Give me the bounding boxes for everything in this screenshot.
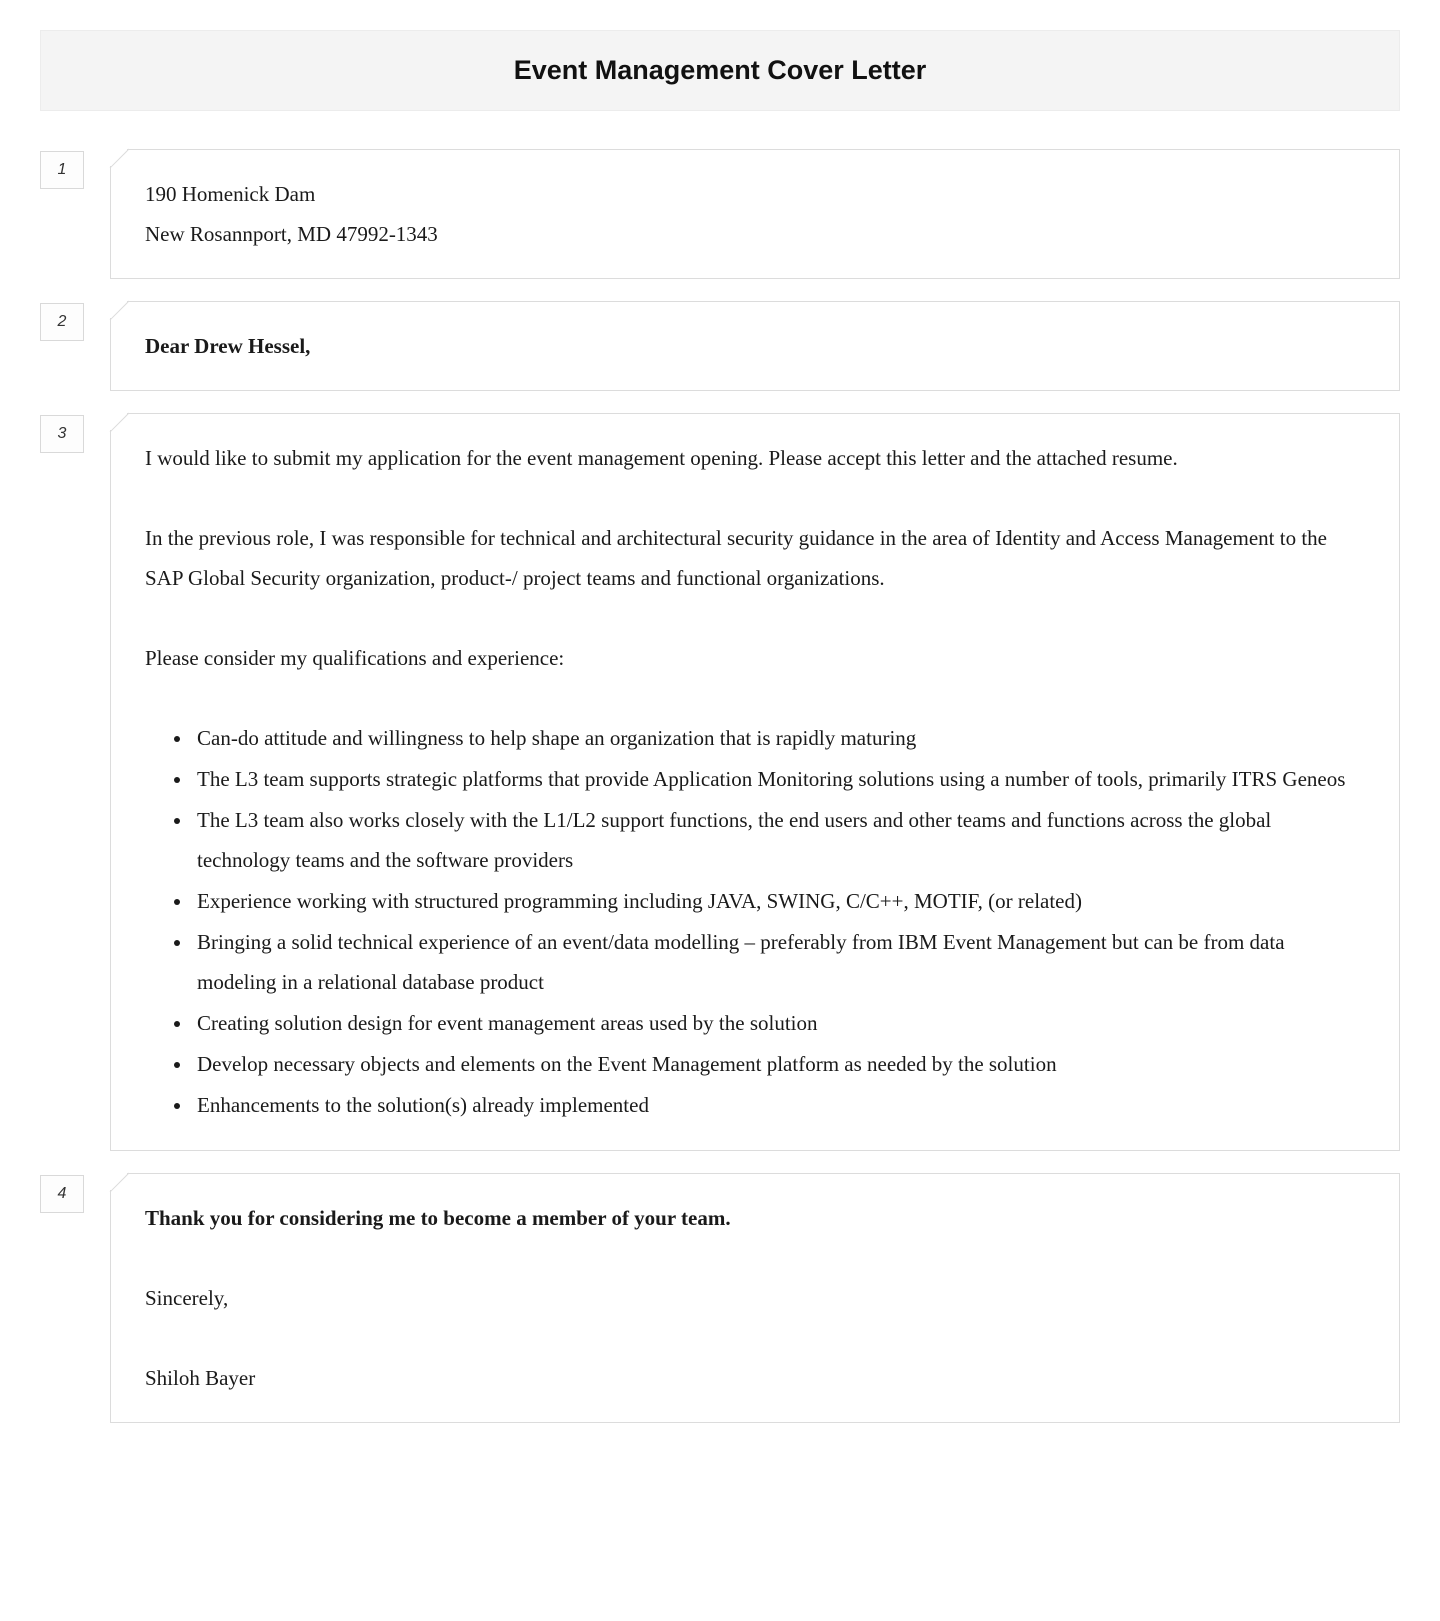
body-block bbox=[110, 413, 1400, 1151]
section-closing bbox=[40, 1173, 1400, 1423]
qualifications-list bbox=[145, 718, 1365, 1125]
salutation-text: Dear Drew Hessel, bbox=[145, 334, 311, 358]
section-number-badge: 4 bbox=[40, 1175, 84, 1213]
page-title: Event Management Cover Letter bbox=[513, 55, 927, 85]
qualification-item: • The L3 team supports strategic platforms that provide Application Monitoring solutions using a number of tools, primarily ITRS Geneos bbox=[193, 759, 1365, 799]
address bbox=[145, 174, 1365, 254]
body-paragraph-1: I would like to submit my application for the event management opening. Please accept this letter and the attached resume. bbox=[145, 446, 1178, 470]
section-address bbox=[40, 149, 1400, 279]
qualification-item: • Experience working with structured programming including JAVA, SWING, C/C++, MOTIF, (or related) bbox=[193, 881, 1365, 921]
section-salutation bbox=[40, 301, 1400, 391]
closing-signature: Shiloh Bayer bbox=[145, 1366, 256, 1390]
section-body bbox=[40, 413, 1400, 1151]
document-header bbox=[40, 30, 1400, 111]
body-paragraph-3: Please consider my qualifications and experience: bbox=[145, 646, 565, 670]
qualification-item: • The L3 team also works closely with the L1/L2 support functions, the end users and other teams and functions across the global technology teams and the software providers bbox=[193, 800, 1365, 880]
section-number-badge: 1 bbox=[40, 151, 84, 189]
body-paragraph-2: In the previous role, I was responsible for technical and architectural security guidance in the area of Identity and Access Management to the SAP Global Security organization, product-/ project teams and functional organizations. bbox=[145, 526, 1327, 590]
section-number-badge: 3 bbox=[40, 415, 84, 453]
qualification-item: • Can-do attitude and willingness to help shape an organization that is rapidly maturing bbox=[193, 718, 1365, 758]
address-line-2: New Rosannport, MD 47992-1343 bbox=[145, 222, 438, 246]
closing-thanks: Thank you for considering me to become a member of your team. bbox=[145, 1206, 731, 1230]
section-number-badge: 2 bbox=[40, 303, 84, 341]
qualification-item: • Bringing a solid technical experience of an event/data modelling – preferably from IBM Event Management but can be from data modeling in a relational database product bbox=[193, 922, 1365, 1002]
address-line-1: 190 Homenick Dam bbox=[145, 182, 316, 206]
qualification-item: • Creating solution design for event management areas used by the solution bbox=[193, 1003, 1365, 1043]
salutation-block bbox=[110, 301, 1400, 391]
address-block bbox=[110, 149, 1400, 279]
qualification-item: • Enhancements to the solution(s) already implemented bbox=[193, 1085, 1365, 1125]
closing-signoff: Sincerely, bbox=[145, 1286, 229, 1310]
closing-block bbox=[110, 1173, 1400, 1423]
qualification-item: • Develop necessary objects and elements on the Event Management platform as needed by the solution bbox=[193, 1044, 1365, 1084]
